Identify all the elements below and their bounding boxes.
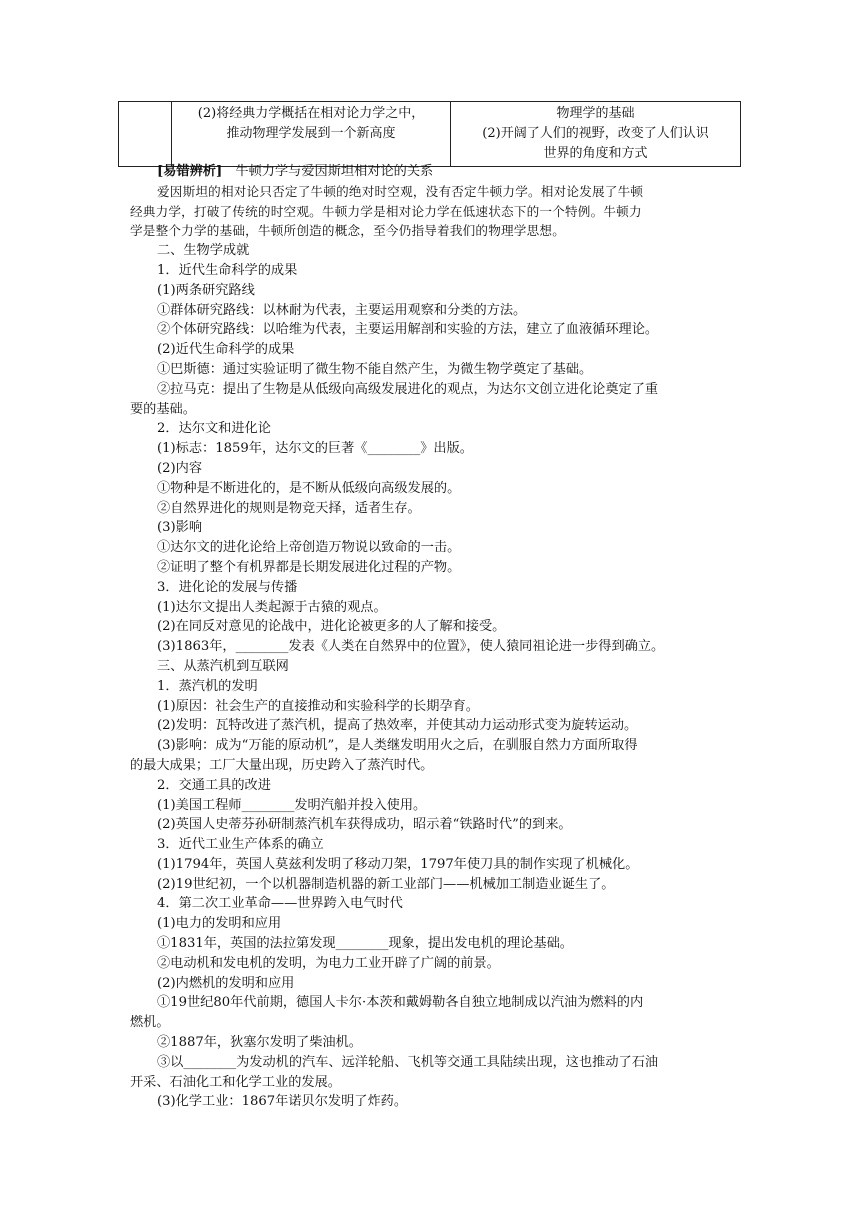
text-line	[130, 221, 742, 241]
text-line	[130, 340, 742, 360]
text-line	[130, 558, 742, 578]
text-line	[130, 281, 742, 301]
text-line	[130, 736, 742, 756]
text-line-content: ③以________为发动机的汽车、远洋轮船、飞机等交通工具陆续出现，这也推动了石油	[157, 1054, 659, 1070]
text-line	[130, 162, 742, 182]
text-line-content: ①1831年，英国的法拉第发现________现象，提出发电机的理论基础。	[157, 936, 573, 952]
text-line	[130, 261, 742, 281]
text-line	[130, 934, 742, 954]
body-text	[130, 162, 742, 1112]
text-line	[130, 380, 742, 400]
text-line	[130, 301, 742, 321]
text-line-content: 爱因斯坦的相对论只否定了牛顿的绝对时空观，没有否定牛顿力学。相对论发展了牛顿	[157, 183, 644, 199]
error-analysis-tag: [易错辨析]	[157, 164, 223, 179]
text-line-content: ①物种是不断进化的，是不断从低级向高级发展的。	[157, 480, 461, 496]
text-line	[130, 1013, 742, 1033]
text-line	[130, 459, 742, 479]
table-text: 世界的角度和方式	[543, 146, 648, 161]
text-line-content: (1)原因：社会生产的直接推动和实验科学的长期孕育。	[157, 698, 479, 714]
text-line	[130, 1073, 742, 1093]
text-line-content: (2)19世纪初，一个以机器制造机器的新工业部门——机械加工制造业诞生了。	[157, 876, 615, 892]
text-line-content: 的最大成果；工厂大量出现，历史跨入了蒸汽时代。	[130, 757, 434, 773]
text-line	[130, 677, 742, 697]
text-line-content: 3．近代工业生产体系的确立	[157, 837, 324, 853]
text-line-content: (3)化学工业：1867年诺贝尔发明了炸药。	[157, 1094, 408, 1110]
text-line	[130, 993, 742, 1013]
text-line-content: 1．近代生命科学的成果	[157, 262, 298, 278]
text-line	[130, 835, 742, 855]
text-line-content: 开采、石油化工和化学工业的发展。	[130, 1074, 341, 1090]
text-line	[130, 657, 742, 677]
text-line-content: ②拉马克：提出了生物是从低级向高级发展进化的观点，为达尔文创立进化论奠定了重	[157, 381, 659, 397]
text-line-content: ②个体研究路线：以哈维为代表，主要运用解剖和实验的方法，建立了血液循环理论。	[157, 322, 659, 338]
text-line	[130, 716, 742, 736]
text-line	[130, 320, 742, 340]
text-line-content: 牛顿力学与爱因斯坦相对论的关系	[222, 164, 434, 179]
text-line	[130, 954, 742, 974]
text-line-content: ②证明了整个有机界都是长期发展进化过程的产物。	[157, 559, 461, 575]
text-line	[130, 1033, 742, 1053]
text-line-content: (3)1863年，________发表《人类在自然界中的位置》，使人猿同祖论进一步得到确立。	[157, 639, 665, 655]
text-line	[130, 756, 742, 776]
text-line	[130, 598, 742, 618]
text-line-content: ①群体研究路线：以林耐为代表，主要运用观察和分类的方法。	[157, 302, 527, 318]
text-line-content: 4．第二次工业革命——世界跨入电气时代	[157, 896, 403, 912]
text-line-content: 三、从蒸汽机到互联网	[157, 658, 289, 674]
text-line	[130, 875, 742, 895]
text-line	[130, 914, 742, 934]
text-line	[130, 894, 742, 914]
text-line	[130, 617, 742, 637]
text-line-content: (3)影响	[157, 520, 203, 536]
text-line	[130, 518, 742, 538]
table-text: 物理学的基础	[556, 106, 635, 121]
text-line	[130, 697, 742, 717]
text-line-content: (1)标志：1859年，达尔文的巨著《________》出版。	[157, 441, 473, 457]
text-line-content: (1)电力的发明和应用	[157, 916, 282, 932]
text-line-content: (2)内容	[157, 460, 203, 476]
text-line	[130, 400, 742, 420]
text-line-content: ①巴斯德：通过实验证明了微生物不能自然产生，为微生物学奠定了基础。	[157, 361, 593, 377]
text-line	[130, 1053, 742, 1073]
table-row	[119, 102, 741, 167]
text-line	[130, 538, 742, 558]
text-line-content: ①达尔文的进化论给上帝创造万物说以致命的一击。	[157, 540, 461, 556]
text-line	[130, 499, 742, 519]
text-line	[130, 241, 742, 261]
text-line	[130, 855, 742, 875]
text-line-content: ②1887年，狄塞尔发明了柴油机。	[157, 1035, 362, 1051]
text-line-content: (1)达尔文提出人类起源于古猿的观点。	[157, 599, 387, 615]
table-cell-significance	[451, 102, 741, 167]
text-line-content: ②电动机和发电机的发明，为电力工业开辟了广阔的前景。	[157, 955, 500, 971]
text-line	[130, 974, 742, 994]
text-line-content: (1)1794年，英国人莫兹利发明了移动刀架，1797年使刀具的制作实现了机械化。	[157, 856, 639, 872]
text-line	[130, 1092, 742, 1112]
text-line-content: (2)在同反对意见的论战中，进化论被更多的人了解和接受。	[157, 619, 506, 635]
table-cell-empty	[119, 102, 172, 167]
table-text: 推动物理学发展到一个新高度	[226, 126, 396, 141]
table-cell-relativity	[172, 102, 451, 167]
text-line-content: (1)美国工程师________发明汽船并投入使用。	[157, 797, 427, 813]
text-line	[130, 360, 742, 380]
text-line	[130, 578, 742, 598]
text-line-content: 学是整个力学的基础，牛顿所创造的概念，至今仍指导着我们的物理学思想。	[130, 223, 565, 239]
text-line	[130, 479, 742, 499]
text-line-content: (1)两条研究路线	[157, 282, 255, 298]
summary-table	[118, 101, 741, 167]
text-line-content: 二、生物学成就	[157, 243, 250, 259]
table-text: (2)开阔了人们的视野，改变了人们认识	[482, 126, 709, 141]
text-line-content: (2)英国人史蒂芬孙研制蒸汽机车获得成功，昭示着“铁路时代”的到来。	[157, 817, 572, 833]
text-line-content: ①19世纪80年代前期，德国人卡尔·本茨和戴姆勒各自独立地制成以汽油为燃料的内	[157, 995, 644, 1011]
text-line-content: 要的基础。	[130, 401, 196, 417]
text-line-content: 2．达尔文和进化论	[157, 421, 271, 437]
text-line-content: 2．交通工具的改进	[157, 777, 271, 793]
text-line-content: (3)影响：成为“万能的原动机”，是人类继发明用火之后，在驯服自然力方面所取得	[157, 738, 638, 754]
text-line	[130, 182, 742, 202]
text-line-content: (2)内燃机的发明和应用	[157, 975, 295, 991]
text-line-content: 经典力学，打破了传统的时空观。牛顿力学是相对论力学在低速状态下的一个特例。牛顿力	[130, 203, 642, 219]
text-line	[130, 439, 742, 459]
text-line-content: 3．进化论的发展与传播	[157, 579, 298, 595]
text-line-content: 燃机。	[130, 1015, 170, 1031]
table-text: (2)将经典力学概括在相对论力学之中，	[197, 106, 425, 121]
text-line-content: (2)近代生命科学的成果	[157, 342, 295, 358]
text-line	[130, 419, 742, 439]
text-line	[130, 776, 742, 796]
text-line	[130, 637, 742, 657]
text-line	[130, 796, 742, 816]
text-line-content: 1．蒸汽机的发明	[157, 678, 258, 694]
text-line-content: ②自然界进化的规则是物竞天择，适者生存。	[157, 500, 421, 516]
text-line	[130, 815, 742, 835]
text-line	[130, 202, 742, 222]
text-line-content: (2)发明：瓦特改进了蒸汽机，提高了热效率，并使其动力运动形式变为旋转运动。	[157, 718, 638, 734]
